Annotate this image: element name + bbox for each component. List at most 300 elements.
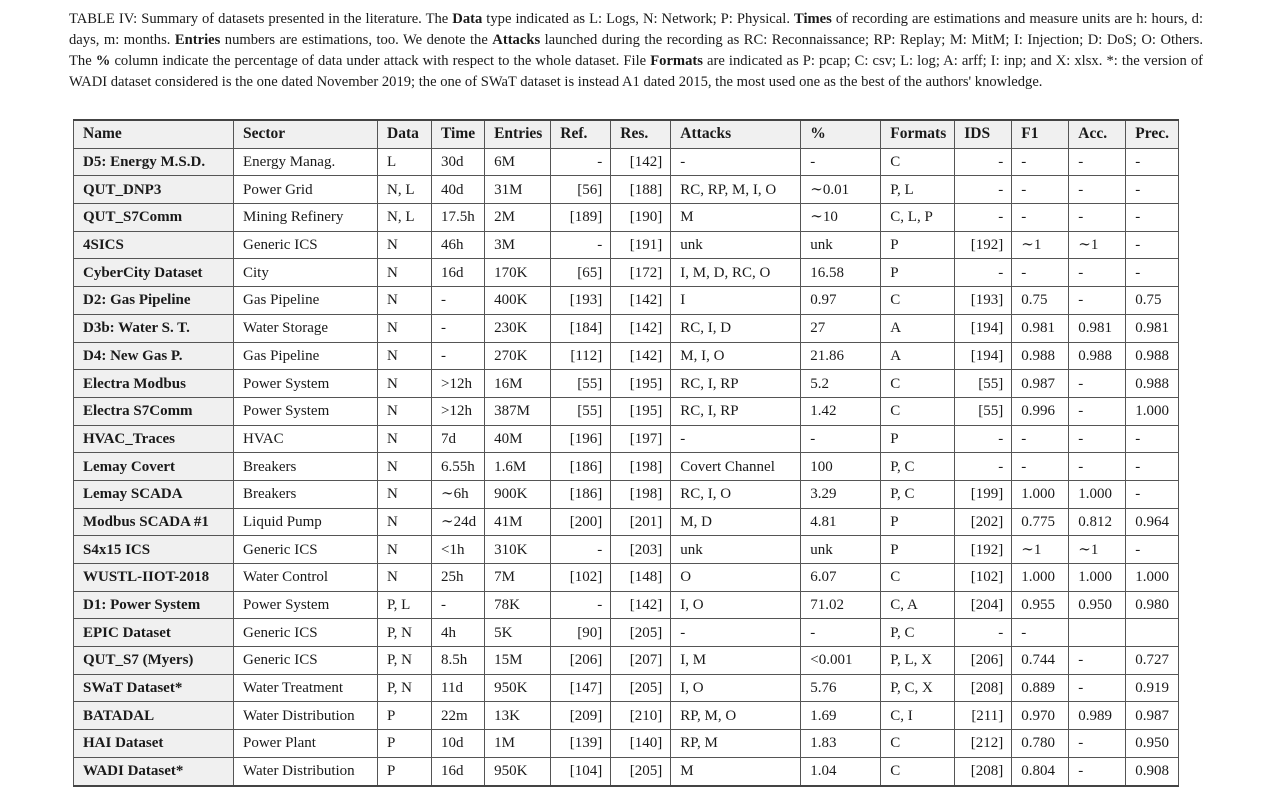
table-row [74, 148, 1179, 176]
cell-formats: P [881, 536, 955, 564]
cell-ref: [55] [551, 397, 611, 425]
cell-entries: 400K [485, 287, 551, 315]
cell-time: 6.55h [432, 453, 485, 481]
cell-prec: 0.981 [1126, 314, 1179, 342]
cell-time: 16d [432, 757, 485, 785]
cell-f1: 1.000 [1012, 564, 1069, 592]
cell-percent: - [801, 619, 881, 647]
cell-res: [190] [611, 204, 671, 232]
column-header-sector: Sector [234, 120, 378, 148]
cell-prec: - [1126, 259, 1179, 287]
cell-formats: C [881, 397, 955, 425]
cell-f1: 0.981 [1012, 314, 1069, 342]
cell-sector: Water Treatment [234, 674, 378, 702]
cell-entries: 7M [485, 564, 551, 592]
cell-time: >12h [432, 397, 485, 425]
cell-data: N [378, 397, 432, 425]
cell-name: CyberCity Dataset [74, 259, 234, 287]
cell-data: P, N [378, 619, 432, 647]
column-header-time: Time [432, 120, 485, 148]
cell-formats: C, I [881, 702, 955, 730]
caption-text: launched during the recording as RC: Reconnaissance; RP: Replay; M: MitM; I: Injection; D: DoS; O: Others. The [69, 32, 1203, 69]
cell-f1: 0.804 [1012, 757, 1069, 785]
cell-sector: Generic ICS [234, 619, 378, 647]
cell-time: <1h [432, 536, 485, 564]
cell-entries: 170K [485, 259, 551, 287]
cell-ref: [104] [551, 757, 611, 785]
column-header-res: Res. [611, 120, 671, 148]
cell-data: N [378, 342, 432, 370]
cell-name: QUT_S7 (Myers) [74, 647, 234, 675]
cell-name: EPIC Dataset [74, 619, 234, 647]
cell-attacks: RC, RP, M, I, O [671, 176, 801, 204]
cell-attacks: - [671, 148, 801, 176]
cell-sector: Power Plant [234, 730, 378, 758]
cell-name: Lemay SCADA [74, 480, 234, 508]
cell-res: [148] [611, 564, 671, 592]
cell-ids: [204] [955, 591, 1012, 619]
cell-time: - [432, 342, 485, 370]
cell-data: N [378, 314, 432, 342]
cell-attacks: I, M [671, 647, 801, 675]
table-row [74, 591, 1179, 619]
cell-entries: 41M [485, 508, 551, 536]
datasets-table [73, 119, 1179, 787]
cell-f1: - [1012, 204, 1069, 232]
cell-name: Lemay Covert [74, 453, 234, 481]
cell-res: [205] [611, 674, 671, 702]
cell-sector: Power System [234, 397, 378, 425]
cell-attacks: I [671, 287, 801, 315]
cell-percent: 100 [801, 453, 881, 481]
cell-res: [142] [611, 148, 671, 176]
cell-entries: 310K [485, 536, 551, 564]
cell-acc: - [1069, 674, 1126, 702]
cell-time: - [432, 591, 485, 619]
cell-prec: 1.000 [1126, 397, 1179, 425]
table-body [74, 148, 1179, 785]
cell-sector: HVAC [234, 425, 378, 453]
table-row [74, 674, 1179, 702]
cell-data: N [378, 231, 432, 259]
cell-ref: [209] [551, 702, 611, 730]
cell-ref: [102] [551, 564, 611, 592]
cell-name: D3b: Water S. T. [74, 314, 234, 342]
cell-formats: C [881, 287, 955, 315]
cell-data: P [378, 757, 432, 785]
cell-acc: - [1069, 425, 1126, 453]
cell-name: D1: Power System [74, 591, 234, 619]
cell-prec: 0.980 [1126, 591, 1179, 619]
cell-name: D2: Gas Pipeline [74, 287, 234, 315]
cell-acc: - [1069, 259, 1126, 287]
cell-acc: 1.000 [1069, 480, 1126, 508]
cell-formats: P, C [881, 619, 955, 647]
caption-text: of recording are estimations and measure units are h: hours, d: days, m: months. [69, 11, 1203, 48]
table-row [74, 480, 1179, 508]
cell-prec: 1.000 [1126, 564, 1179, 592]
cell-f1: - [1012, 176, 1069, 204]
caption-keyword: Entries [174, 32, 221, 48]
table-row [74, 397, 1179, 425]
cell-percent: <0.001 [801, 647, 881, 675]
table-row [74, 204, 1179, 232]
cell-ids: - [955, 204, 1012, 232]
cell-res: [142] [611, 342, 671, 370]
cell-ids: [193] [955, 287, 1012, 315]
cell-ids: [208] [955, 757, 1012, 785]
cell-acc: ∼1 [1069, 231, 1126, 259]
caption-text: column indicate the percentage of data under attack with respect to the whole dataset. File [110, 53, 651, 69]
cell-data: P, N [378, 647, 432, 675]
cell-data: N [378, 370, 432, 398]
cell-data: P [378, 730, 432, 758]
cell-time: 8.5h [432, 647, 485, 675]
cell-formats: P [881, 231, 955, 259]
table-row [74, 259, 1179, 287]
cell-percent: - [801, 425, 881, 453]
cell-attacks: RC, I, RP [671, 370, 801, 398]
cell-res: [142] [611, 314, 671, 342]
cell-sector: Breakers [234, 453, 378, 481]
cell-ref: - [551, 591, 611, 619]
table-row [74, 231, 1179, 259]
cell-name: S4x15 ICS [74, 536, 234, 564]
cell-ref: [90] [551, 619, 611, 647]
cell-percent: 0.97 [801, 287, 881, 315]
cell-acc: - [1069, 453, 1126, 481]
cell-prec: 0.964 [1126, 508, 1179, 536]
cell-percent: 6.07 [801, 564, 881, 592]
cell-entries: 950K [485, 674, 551, 702]
cell-ids: [194] [955, 342, 1012, 370]
cell-attacks: unk [671, 536, 801, 564]
cell-time: 30d [432, 148, 485, 176]
caption-keyword: % [95, 53, 111, 69]
cell-percent: - [801, 148, 881, 176]
cell-res: [205] [611, 757, 671, 785]
cell-entries: 270K [485, 342, 551, 370]
cell-sector: Water Storage [234, 314, 378, 342]
cell-ids: [206] [955, 647, 1012, 675]
cell-prec: 0.75 [1126, 287, 1179, 315]
cell-percent: ∼0.01 [801, 176, 881, 204]
table-row [74, 508, 1179, 536]
cell-ids: [55] [955, 370, 1012, 398]
cell-res: [142] [611, 287, 671, 315]
cell-formats: P [881, 259, 955, 287]
cell-ids: [212] [955, 730, 1012, 758]
cell-percent: 5.2 [801, 370, 881, 398]
cell-name: BATADAL [74, 702, 234, 730]
cell-time: - [432, 314, 485, 342]
table-row [74, 757, 1179, 785]
table-row [74, 453, 1179, 481]
cell-ids: - [955, 259, 1012, 287]
cell-ref: [186] [551, 480, 611, 508]
cell-formats: P, C, X [881, 674, 955, 702]
cell-formats: P, C [881, 480, 955, 508]
column-header-entries: Entries [485, 120, 551, 148]
cell-res: [203] [611, 536, 671, 564]
caption-text: are indicated as P: pcap; C: csv; L: log; A: arff; I: inp; and X: xlsx. *: the version of WADI dataset considered is the one dated November 2019; the one of SWaT dataset is instead A1 dated 2015, the most used one as the best of the authors' knowledge. [69, 53, 1204, 90]
cell-acc [1069, 619, 1126, 647]
cell-name: HAI Dataset [74, 730, 234, 758]
cell-ref: [147] [551, 674, 611, 702]
cell-sector: Power System [234, 591, 378, 619]
cell-acc: - [1069, 647, 1126, 675]
cell-prec: 0.950 [1126, 730, 1179, 758]
cell-attacks: unk [671, 231, 801, 259]
cell-formats: C [881, 148, 955, 176]
cell-formats: C [881, 564, 955, 592]
cell-f1: - [1012, 453, 1069, 481]
cell-sector: Breakers [234, 480, 378, 508]
column-header-attacks: Attacks [671, 120, 801, 148]
cell-ref: [186] [551, 453, 611, 481]
cell-percent: 71.02 [801, 591, 881, 619]
cell-entries: 3M [485, 231, 551, 259]
cell-attacks: RC, I, O [671, 480, 801, 508]
cell-ref: [65] [551, 259, 611, 287]
cell-data: N [378, 508, 432, 536]
cell-ref: [184] [551, 314, 611, 342]
cell-entries: 1.6M [485, 453, 551, 481]
cell-ids: [192] [955, 536, 1012, 564]
cell-attacks: M, D [671, 508, 801, 536]
caption-keyword: Times [793, 11, 832, 27]
cell-entries: 900K [485, 480, 551, 508]
cell-attacks: Covert Channel [671, 453, 801, 481]
cell-prec: 0.987 [1126, 702, 1179, 730]
cell-sector: Generic ICS [234, 647, 378, 675]
cell-entries: 16M [485, 370, 551, 398]
cell-name: HVAC_Traces [74, 425, 234, 453]
cell-attacks: RP, M [671, 730, 801, 758]
cell-f1: ∼1 [1012, 536, 1069, 564]
cell-f1: 0.988 [1012, 342, 1069, 370]
cell-time: ∼6h [432, 480, 485, 508]
cell-prec: - [1126, 148, 1179, 176]
cell-res: [195] [611, 397, 671, 425]
cell-sector: Gas Pipeline [234, 287, 378, 315]
cell-percent: 5.76 [801, 674, 881, 702]
cell-formats: A [881, 342, 955, 370]
cell-f1: 0.889 [1012, 674, 1069, 702]
cell-acc: - [1069, 730, 1126, 758]
cell-data: N, L [378, 176, 432, 204]
cell-attacks: RC, I, D [671, 314, 801, 342]
column-header-data: Data [378, 120, 432, 148]
cell-res: [205] [611, 619, 671, 647]
cell-entries: 31M [485, 176, 551, 204]
cell-time: 10d [432, 730, 485, 758]
table-row [74, 647, 1179, 675]
cell-prec: 0.908 [1126, 757, 1179, 785]
cell-name: D5: Energy M.S.D. [74, 148, 234, 176]
cell-ids: - [955, 453, 1012, 481]
cell-res: [210] [611, 702, 671, 730]
cell-ids: - [955, 176, 1012, 204]
cell-name: Modbus SCADA #1 [74, 508, 234, 536]
cell-time: 4h [432, 619, 485, 647]
cell-f1: 1.000 [1012, 480, 1069, 508]
cell-prec: 0.988 [1126, 370, 1179, 398]
cell-ids: [55] [955, 397, 1012, 425]
cell-ref: [139] [551, 730, 611, 758]
cell-data: N [378, 259, 432, 287]
cell-data: P, N [378, 674, 432, 702]
cell-percent: 1.83 [801, 730, 881, 758]
cell-entries: 15M [485, 647, 551, 675]
cell-attacks: M [671, 204, 801, 232]
cell-sector: Mining Refinery [234, 204, 378, 232]
cell-f1: 0.955 [1012, 591, 1069, 619]
cell-name: SWaT Dataset* [74, 674, 234, 702]
column-header-ids: IDS [955, 120, 1012, 148]
cell-data: P [378, 702, 432, 730]
cell-attacks: O [671, 564, 801, 592]
cell-time: ∼24d [432, 508, 485, 536]
cell-ref: [189] [551, 204, 611, 232]
table-row [74, 564, 1179, 592]
column-header-prec: Prec. [1126, 120, 1179, 148]
cell-attacks: RC, I, RP [671, 397, 801, 425]
cell-ref: [56] [551, 176, 611, 204]
cell-formats: P, L, X [881, 647, 955, 675]
cell-res: [191] [611, 231, 671, 259]
cell-f1: - [1012, 259, 1069, 287]
cell-res: [140] [611, 730, 671, 758]
cell-sector: Energy Manag. [234, 148, 378, 176]
cell-time: >12h [432, 370, 485, 398]
cell-prec: - [1126, 176, 1179, 204]
cell-ref: [193] [551, 287, 611, 315]
cell-formats: P [881, 508, 955, 536]
cell-res: [207] [611, 647, 671, 675]
cell-acc: 0.812 [1069, 508, 1126, 536]
cell-data: N [378, 536, 432, 564]
column-header-name: Name [74, 120, 234, 148]
cell-data: N, L [378, 204, 432, 232]
cell-data: L [378, 148, 432, 176]
table-row [74, 176, 1179, 204]
cell-attacks: M [671, 757, 801, 785]
cell-f1: 0.987 [1012, 370, 1069, 398]
cell-sector: Power Grid [234, 176, 378, 204]
cell-attacks: M, I, O [671, 342, 801, 370]
cell-acc: 0.988 [1069, 342, 1126, 370]
cell-ids: [211] [955, 702, 1012, 730]
cell-sector: Gas Pipeline [234, 342, 378, 370]
cell-percent: 1.69 [801, 702, 881, 730]
cell-data: N [378, 480, 432, 508]
cell-acc: - [1069, 757, 1126, 785]
cell-prec [1126, 619, 1179, 647]
cell-acc: 1.000 [1069, 564, 1126, 592]
cell-entries: 1M [485, 730, 551, 758]
cell-attacks: - [671, 425, 801, 453]
table-row [74, 536, 1179, 564]
cell-f1: 0.744 [1012, 647, 1069, 675]
cell-f1: 0.996 [1012, 397, 1069, 425]
table-row [74, 287, 1179, 315]
cell-acc: - [1069, 176, 1126, 204]
column-header-percent: % [801, 120, 881, 148]
cell-formats: C [881, 370, 955, 398]
cell-time: 17.5h [432, 204, 485, 232]
caption-text: numbers are estimations, too. We denote the [220, 32, 493, 48]
cell-percent: 3.29 [801, 480, 881, 508]
cell-acc: 0.950 [1069, 591, 1126, 619]
cell-data: N [378, 287, 432, 315]
cell-acc: ∼1 [1069, 536, 1126, 564]
cell-sector: City [234, 259, 378, 287]
cell-percent: 27 [801, 314, 881, 342]
cell-f1: - [1012, 619, 1069, 647]
cell-sector: Power System [234, 370, 378, 398]
cell-data: N [378, 453, 432, 481]
cell-sector: Water Control [234, 564, 378, 592]
cell-res: [188] [611, 176, 671, 204]
cell-acc: 0.981 [1069, 314, 1126, 342]
caption-keyword: Formats [650, 53, 703, 69]
cell-entries: 6M [485, 148, 551, 176]
cell-entries: 78K [485, 591, 551, 619]
cell-ids: [102] [955, 564, 1012, 592]
cell-entries: 2M [485, 204, 551, 232]
cell-percent: ∼10 [801, 204, 881, 232]
cell-formats: A [881, 314, 955, 342]
cell-percent: 4.81 [801, 508, 881, 536]
cell-ids: [208] [955, 674, 1012, 702]
table-row [74, 730, 1179, 758]
cell-attacks: I, M, D, RC, O [671, 259, 801, 287]
cell-res: [201] [611, 508, 671, 536]
cell-ref: [200] [551, 508, 611, 536]
cell-percent: 1.04 [801, 757, 881, 785]
cell-entries: 40M [485, 425, 551, 453]
cell-percent: 21.86 [801, 342, 881, 370]
cell-ids: - [955, 619, 1012, 647]
cell-prec: 0.727 [1126, 647, 1179, 675]
cell-attacks: - [671, 619, 801, 647]
cell-formats: C, A [881, 591, 955, 619]
cell-name: QUT_DNP3 [74, 176, 234, 204]
caption-keyword: Attacks [492, 32, 541, 48]
cell-ids: [192] [955, 231, 1012, 259]
cell-entries: 13K [485, 702, 551, 730]
cell-attacks: RP, M, O [671, 702, 801, 730]
table-row [74, 342, 1179, 370]
table-row [74, 425, 1179, 453]
cell-res: [172] [611, 259, 671, 287]
table-row [74, 702, 1179, 730]
cell-time: 7d [432, 425, 485, 453]
caption-text: TABLE IV: Summary of datasets presented in the literature. The [69, 11, 453, 27]
cell-prec: - [1126, 536, 1179, 564]
cell-entries: 950K [485, 757, 551, 785]
cell-res: [195] [611, 370, 671, 398]
table-row [74, 619, 1179, 647]
cell-acc: 0.989 [1069, 702, 1126, 730]
cell-f1: - [1012, 148, 1069, 176]
column-header-acc: Acc. [1069, 120, 1126, 148]
cell-name: QUT_S7Comm [74, 204, 234, 232]
cell-name: Electra Modbus [74, 370, 234, 398]
cell-acc: - [1069, 148, 1126, 176]
cell-time: 16d [432, 259, 485, 287]
